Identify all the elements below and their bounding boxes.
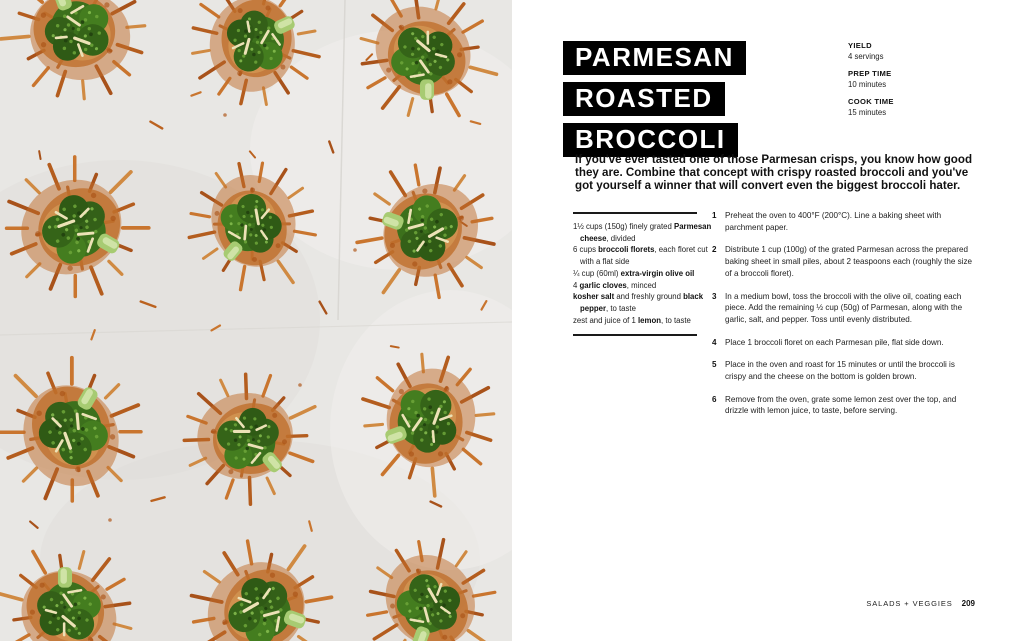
meta-label: COOK TIME bbox=[848, 97, 894, 106]
ingredient-item bbox=[573, 244, 719, 267]
meta-group-cook-time bbox=[848, 97, 894, 117]
step-item bbox=[712, 394, 975, 417]
ingredient-item bbox=[573, 221, 719, 244]
ingredient-segment: Parmesan cheese bbox=[580, 222, 712, 243]
page-footer bbox=[866, 599, 975, 608]
step-number: 1 bbox=[712, 211, 717, 220]
step-text: In a medium bowl, toss the broccoli with the olive oil, coating each piece. Add the remaining ½ cup (50g) of Parmesan, along with the garlic, salt, and pepper. Toss until evenly distributed. bbox=[725, 291, 963, 324]
ingredient-segment: ¼ cup (60ml) bbox=[573, 268, 621, 278]
ingredient-segment: kosher salt bbox=[573, 292, 615, 302]
ingredient-segment: , minced bbox=[626, 280, 657, 290]
recipe-title bbox=[563, 41, 746, 164]
meta-group-yield bbox=[848, 41, 894, 61]
meta-value: 15 minutes bbox=[848, 108, 887, 117]
step-text: Place in the oven and roast for 15 minutes or until the broccoli is crispy and the cheese on the bottom is golden brown. bbox=[725, 360, 955, 382]
step-item bbox=[712, 359, 975, 382]
step-item bbox=[712, 210, 975, 233]
ingredient-segment: , each floret cut with a flat side bbox=[580, 245, 708, 267]
recipe-meta bbox=[848, 41, 894, 125]
ingredient-segment: black pepper bbox=[580, 292, 704, 313]
ingredients-panel bbox=[573, 212, 719, 336]
ingredient-segment: , to taste bbox=[660, 315, 691, 325]
step-number: 4 bbox=[712, 337, 717, 347]
step-number: 2 bbox=[712, 245, 717, 255]
ingredients-list bbox=[573, 221, 719, 326]
step-item bbox=[712, 337, 975, 349]
ingredient-segment: , to taste bbox=[606, 303, 636, 313]
ingredient-item bbox=[573, 315, 719, 327]
step-text: Remove from the oven, grate some lemon zest over the top, and drizzle with lemon juice, to taste, before serving. bbox=[725, 394, 957, 416]
recipe-intro: If you've ever tasted one of those Parmesan crisps, you know how good they are. Combine that concept with crispy roasted broccoli and you've got yourself a winner that will convert even the biggest broccoli hater. bbox=[575, 153, 973, 192]
title-line-1: PARMESAN bbox=[563, 41, 746, 75]
step-item bbox=[712, 291, 975, 326]
page-number: 209 bbox=[961, 599, 975, 608]
meta-label: YIELD bbox=[848, 41, 872, 50]
ingredient-segment: and freshly ground bbox=[614, 292, 684, 302]
ingredient-segment: extra-virgin olive oil bbox=[620, 268, 695, 278]
meta-group-prep-time bbox=[848, 69, 894, 89]
section-label: SALADS + VEGGIES bbox=[866, 599, 953, 608]
meta-label: PREP TIME bbox=[848, 69, 892, 78]
step-text: Place 1 broccoli floret on each Parmesan pile, flat side down. bbox=[725, 337, 944, 347]
ingredient-item bbox=[573, 268, 719, 280]
title-line-3: BROCCOLI bbox=[563, 123, 738, 157]
ingredient-segment: broccoli florets bbox=[598, 245, 655, 255]
meta-value: 10 minutes bbox=[848, 80, 887, 89]
step-text: Distribute 1 cup (100g) of the grated Parmesan across the prepared baking sheet in small piles, about 2 teaspoons each (roughly the size of a broccoli floret). bbox=[725, 245, 973, 278]
ingredient-segment: garlic cloves bbox=[579, 280, 627, 290]
ingredients-bottom-rule bbox=[573, 334, 697, 336]
ingredient-segment: zest and juice of 1 bbox=[573, 315, 639, 325]
ingredient-item bbox=[573, 280, 719, 292]
steps-list bbox=[712, 210, 975, 428]
title-line-2: ROASTED bbox=[563, 82, 725, 116]
step-number: 5 bbox=[712, 360, 717, 370]
recipe-page bbox=[512, 0, 1024, 641]
step-text: Preheat the oven to 400°F (200°C). Line a baking sheet with parchment paper. bbox=[725, 211, 942, 232]
step-number: 3 bbox=[712, 291, 717, 301]
meta-value: 4 servings bbox=[848, 52, 884, 61]
ingredient-segment: 1½ cups (150g) finely grated bbox=[573, 222, 674, 231]
ingredient-item bbox=[573, 291, 719, 314]
step-item bbox=[712, 244, 975, 279]
ingredient-segment: 6 cups bbox=[573, 245, 599, 255]
ingredient-segment: lemon bbox=[638, 315, 661, 325]
ingredient-segment: 4 bbox=[573, 280, 580, 290]
ingredient-segment: , divided bbox=[606, 233, 636, 243]
ingredients-top-rule bbox=[573, 212, 697, 214]
step-number: 6 bbox=[712, 394, 717, 404]
